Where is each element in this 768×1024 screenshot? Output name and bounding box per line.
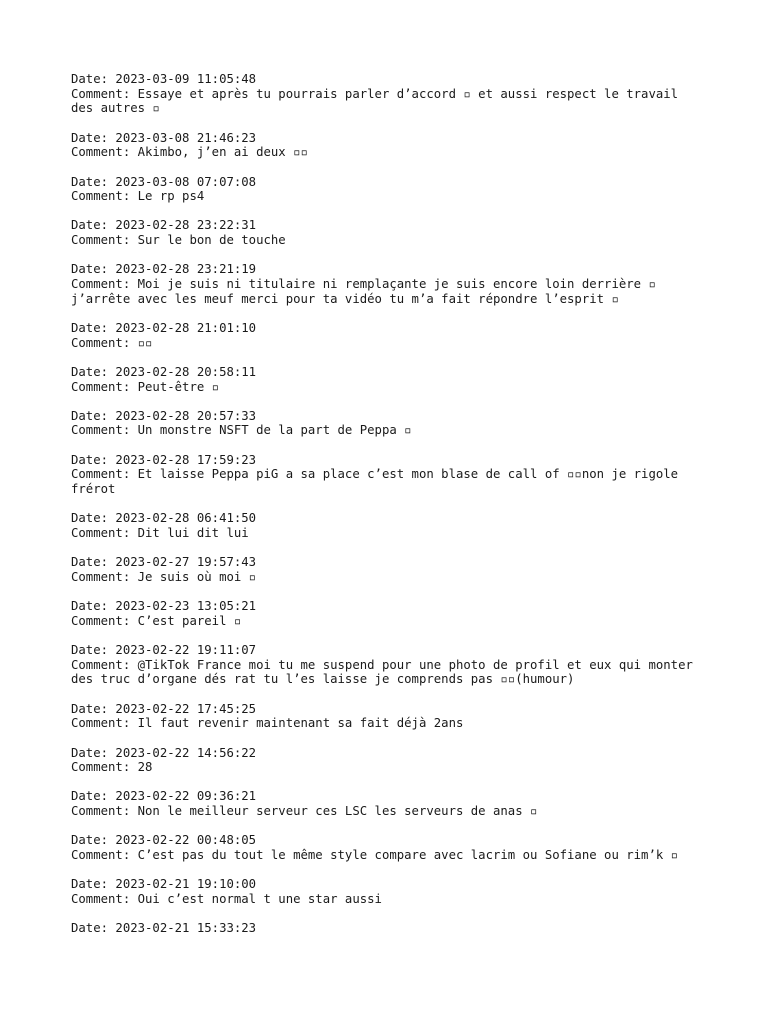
- entry-comment: Comment: C’est pareil ▫: [71, 613, 242, 628]
- entry-date: Date: 2023-02-27 19:57:43: [71, 555, 257, 570]
- entry-comment: Comment: Il faut revenir maintenant sa fait déjà 2ans: [71, 716, 464, 731]
- entry-date: Date: 2023-02-22 00:48:05: [71, 833, 257, 848]
- entry-comment: Comment: Un monstre NSFT de la part de Peppa ▫: [71, 423, 412, 438]
- entry-comment: Comment: ▫▫: [71, 335, 153, 350]
- entry-date: Date: 2023-02-28 17:59:23: [71, 452, 257, 467]
- entry-date: Date: 2023-02-22 14:56:22: [71, 745, 257, 760]
- comment-entry: [71, 877, 701, 906]
- comment-entry: [71, 453, 701, 497]
- entry-date: Date: 2023-02-28 23:21:19: [71, 262, 257, 277]
- entry-comment: Comment: Et laisse Peppa piG a sa place c’est mon blase de call of ▫▫non je rigole frérot: [71, 467, 686, 497]
- entry-date: Date: 2023-02-23 13:05:21: [71, 599, 257, 614]
- entry-date: Date: 2023-03-09 11:05:48: [71, 72, 257, 86]
- comment-log: [71, 72, 701, 950]
- comment-entry: [71, 702, 701, 731]
- entry-date: Date: 2023-02-22 09:36:21: [71, 789, 257, 804]
- entry-date: Date: 2023-02-21 15:33:23: [71, 921, 257, 936]
- entry-comment: Comment: Le rp ps4: [71, 189, 205, 204]
- comment-entry: [71, 409, 701, 438]
- entry-date: Date: 2023-02-28 06:41:50: [71, 511, 257, 526]
- comment-entry: [71, 365, 701, 394]
- comment-entry: [71, 72, 701, 116]
- entry-date: Date: 2023-02-22 19:11:07: [71, 642, 257, 657]
- entry-comment: Comment: Oui c’est normal t une star aussi: [71, 891, 382, 906]
- entry-comment: Comment: C’est pas du tout le même style compare avec lacrim ou Sofiane ou rim’k ▫: [71, 848, 679, 863]
- entry-comment: Comment: @TikTok France moi tu me suspend pour une photo de profil et eux qui monter des truc d’organe dés rat tu l’es laisse je comprends pas ▫▫(humour): [71, 657, 701, 687]
- entry-date: Date: 2023-03-08 07:07:08: [71, 174, 257, 189]
- entry-date: Date: 2023-02-28 23:22:31: [71, 218, 257, 233]
- comment-entry: [71, 175, 701, 204]
- entry-date: Date: 2023-02-28 20:58:11: [71, 364, 257, 379]
- entry-date: Date: 2023-03-08 21:46:23: [71, 130, 257, 145]
- comment-entry: [71, 833, 701, 862]
- entry-comment: Comment: Sur le bon de touche: [71, 233, 286, 248]
- entry-comment: Comment: Je suis où moi ▫: [71, 569, 257, 584]
- comment-entry: [71, 321, 701, 350]
- comment-entry: [71, 218, 701, 247]
- comment-entry: [71, 599, 701, 628]
- entry-date: Date: 2023-02-28 20:57:33: [71, 408, 257, 423]
- comment-entry: [71, 746, 701, 775]
- entry-comment: Comment: Peut-être ▫: [71, 379, 220, 394]
- comment-entry: [71, 131, 701, 160]
- entry-comment: Comment: Non le meilleur serveur ces LSC les serveurs de anas ▫: [71, 804, 538, 819]
- comment-entry: [71, 511, 701, 540]
- comment-entry: [71, 921, 701, 936]
- entry-date: Date: 2023-02-28 21:01:10: [71, 320, 257, 335]
- entry-comment: Comment: Essaye et après tu pourrais parler d’accord ▫ et aussi respect le travail des autres ▫: [71, 86, 686, 116]
- entry-date: Date: 2023-02-21 19:10:00: [71, 877, 257, 892]
- comment-entry: [71, 555, 701, 584]
- entry-comment: Comment: 28: [71, 760, 153, 775]
- comment-entry: [71, 643, 701, 687]
- entry-date: Date: 2023-02-22 17:45:25: [71, 701, 257, 716]
- entry-comment: Comment: Moi je suis ni titulaire ni remplaçante je suis encore loin derrière ▫ j’arrête avec les meuf merci pour ta vidéo tu m’a fait répondre l’esprit ▫: [71, 277, 664, 306]
- entry-comment: Comment: Akimbo, j’en ai deux ▫▫: [71, 145, 308, 160]
- entry-comment: Comment: Dit lui dit lui: [71, 525, 249, 540]
- comment-entry: [71, 262, 701, 306]
- comment-entry: [71, 789, 701, 818]
